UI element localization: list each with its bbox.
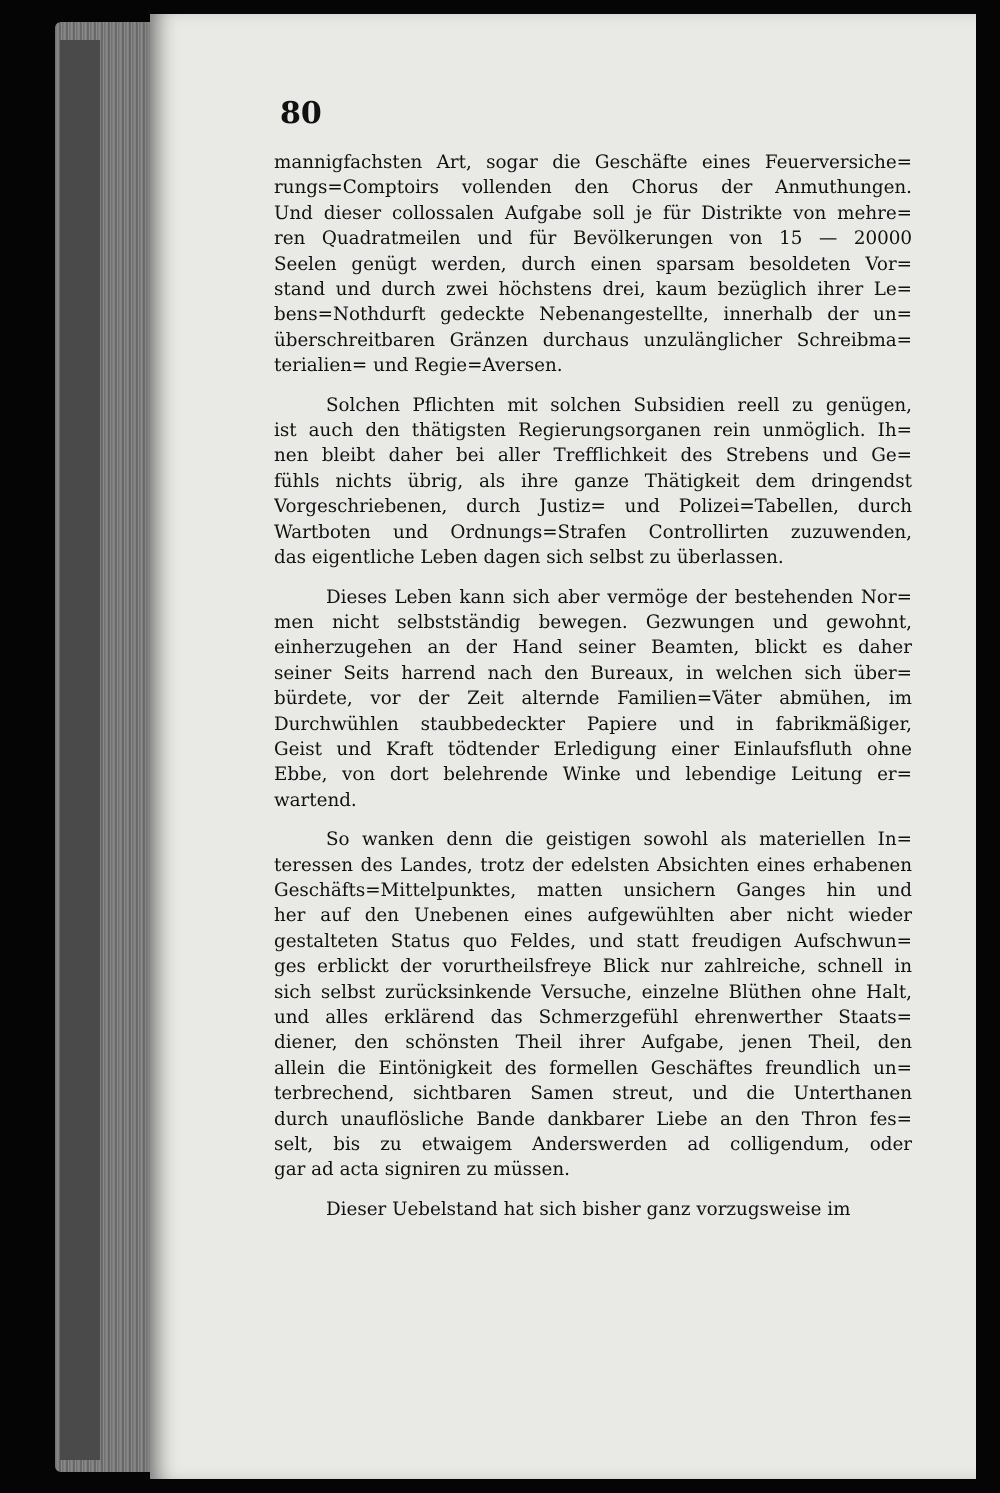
book-spine-shadow — [60, 40, 100, 1460]
text-line: Dieses Leben kann sich aber vermöge der bestehenden Nor= — [326, 586, 912, 608]
text-line: terbrechend, sichtbaren Samen streut, und die Unterthanen — [274, 1083, 912, 1105]
text-line: ren Quadratmeilen und für Bevölkerungen von 15 — 20000 — [274, 228, 912, 250]
text-line: gar ad acta signiren zu müssen. — [274, 1159, 570, 1181]
text-line: Seelen genügt werden, durch einen sparsam besoldeten Vor= — [274, 253, 912, 275]
text-line: seiner Seits harrend nach den Bureaux, in welchen sich über= — [274, 662, 912, 684]
text-line: her auf den Unebenen eines aufgewühlten aber nicht wieder — [274, 905, 912, 927]
text-line: teressen des Landes, trotz der edelsten Absichten eines erhabenen — [274, 854, 912, 876]
text-line: diener, den schönsten Theil ihrer Aufgabe, jenen Theil, den — [274, 1032, 912, 1054]
text-line: bens=Nothdurft gedeckte Nebenangestellte, innerhalb der un= — [274, 304, 912, 326]
text-line: sich selbst zurücksinkende Versuche, einzelne Blüthen ohne Halt, — [274, 981, 912, 1003]
text-line: Vorgeschriebenen, durch Justiz= und Polizei=Tabellen, durch — [274, 496, 912, 518]
text-line: Geschäfts=Mittelpunktes, matten unsichern Ganges hin und — [274, 879, 912, 901]
text-line: durch unauflösliche Bande dankbarer Liebe an den Thron fes= — [274, 1108, 912, 1130]
text-line: selt, bis zu etwaigem Anderswerden ad colligendum, oder — [274, 1134, 912, 1156]
text-line: ges erblickt der vorurtheilsfreye Blick nur zahlreiche, schnell in — [274, 956, 912, 978]
text-line: allein die Eintönigkeit des formellen Geschäftes freundlich un= — [274, 1057, 912, 1079]
text-line: Durchwühlen staubbedeckter Papiere und in fabrikmäßiger, — [274, 713, 912, 735]
body-text — [274, 150, 912, 1236]
text-line: Wartboten und Ordnungs=Strafen Controllirten zuzuwenden, — [274, 521, 912, 543]
text-line: Dieser Uebelstand hat sich bisher ganz vorzugsweise im — [326, 1198, 851, 1220]
text-line: das eigentliche Leben dagen sich selbst zu überlassen. — [274, 547, 784, 569]
text-line: wartend. — [274, 789, 357, 811]
text-line: ist auch den thätigsten Regierungsorganen rein unmöglich. Ih= — [274, 420, 912, 442]
paragraph — [274, 827, 912, 1183]
paragraph — [274, 585, 912, 814]
text-line: rungs=Comptoirs vollenden den Chorus der Anmuthungen. — [274, 177, 912, 199]
text-line: fühls nichts übrig, als ihre ganze Thätigkeit dem dringendst — [274, 470, 912, 492]
text-line: mannigfachsten Art, sogar die Geschäfte eines Feuerversiche= — [274, 152, 912, 173]
text-line: Ebbe, von dort belehrende Winke und lebendige Leitung er= — [274, 764, 912, 786]
text-line: und alles erklärend das Schmerzgefühl ehrenwerther Staats= — [274, 1007, 912, 1028]
text-line: men nicht selbstständig bewegen. Gezwungen und gewohnt, — [274, 611, 912, 633]
text-line: Geist und Kraft tödtender Erledigung einer Einlaufsfluth ohne — [274, 738, 912, 760]
text-line: So wanken denn die geistigen sowohl als materiellen In= — [326, 829, 912, 851]
text-line: nen bleibt daher bei aller Trefflichkeit des Strebens und Ge= — [274, 445, 912, 467]
text-line: terialien= und Regie=Aversen. — [274, 355, 563, 377]
text-line: stand und durch zwei höchstens drei, kaum bezüglich ihrer Le= — [274, 279, 912, 301]
text-line: Und dieser collossalen Aufgabe soll je für Distrikte von mehre= — [274, 202, 912, 224]
text-line: bürdete, vor der Zeit alternde Familien=Väter abmühen, im — [274, 688, 912, 710]
paragraph — [274, 150, 912, 379]
text-line: überschreitbaren Gränzen durchaus unzulänglicher Schreibma= — [274, 329, 912, 351]
text-line: einherzugehen an der Hand seiner Beamten, blickt es daher — [274, 637, 912, 659]
text-line: Solchen Pflichten mit solchen Subsidien reell zu genügen, — [326, 394, 912, 416]
paragraph — [274, 393, 912, 571]
paragraph — [274, 1197, 912, 1222]
text-line: gestalteten Status quo Feldes, und statt freudigen Aufschwun= — [274, 930, 912, 952]
page-number: 80 — [280, 96, 322, 131]
